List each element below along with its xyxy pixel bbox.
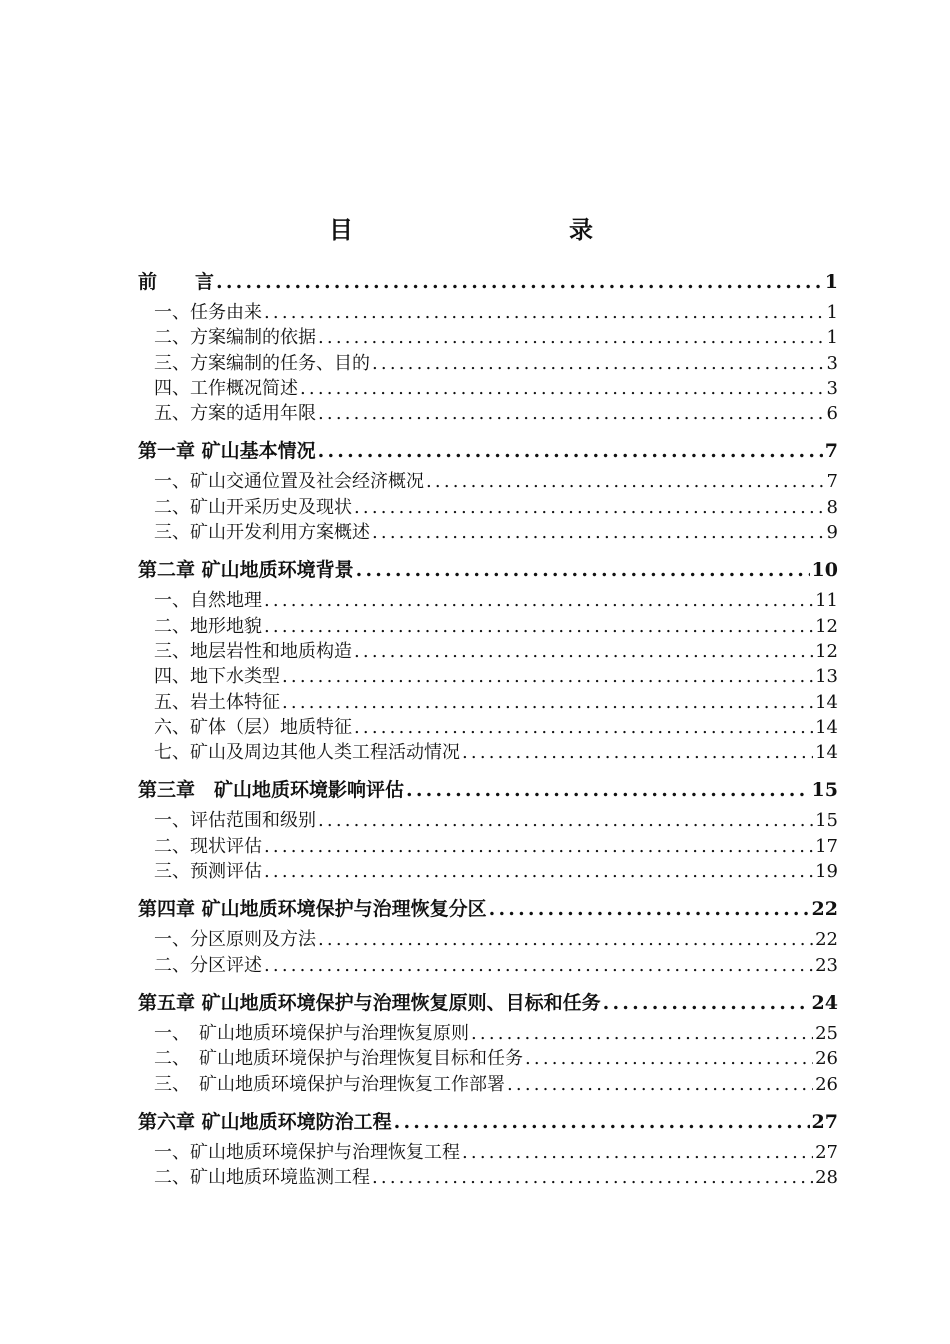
- toc-dot-leader: [462, 740, 813, 765]
- toc-section-entry[interactable]: [138, 1072, 838, 1097]
- toc-section-entry[interactable]: [138, 690, 838, 715]
- toc-entry-label: 三、预测评估: [154, 861, 262, 883]
- toc-dot-leader: [282, 664, 813, 689]
- toc-section-entry[interactable]: [138, 588, 838, 613]
- toc-page-number: 27: [811, 1110, 838, 1133]
- toc-section-entry[interactable]: [138, 715, 838, 740]
- toc-section-entry[interactable]: [138, 1046, 838, 1071]
- toc-page-number: 15: [811, 779, 838, 802]
- toc-entry-label: 一、分区原则及方法: [154, 929, 316, 951]
- toc-entry-label: 一、评估范围和级别: [154, 810, 316, 832]
- toc-section-entry[interactable]: [138, 495, 838, 520]
- toc-dot-leader: [318, 434, 823, 469]
- toc-section-entry[interactable]: [138, 740, 838, 765]
- toc-dot-leader: [372, 351, 825, 376]
- toc-dot-leader: [462, 1140, 813, 1165]
- toc-entry-label: 三、方案编制的任务、目的: [154, 352, 370, 374]
- toc-dot-leader: [489, 892, 810, 927]
- toc-dot-leader: [603, 986, 810, 1021]
- toc-entry-label: 二、 矿山地质环境保护与治理恢复目标和任务: [154, 1048, 523, 1070]
- toc-page-number: 23: [815, 954, 838, 976]
- toc-entry-label: 三、 矿山地质环境保护与治理恢复工作部署: [154, 1073, 505, 1095]
- toc-entry-label: 一、自然地理: [154, 590, 262, 612]
- toc-chapter-entry[interactable]: [138, 553, 838, 588]
- toc-section-entry[interactable]: [138, 300, 838, 325]
- toc-page-number: 19: [815, 861, 838, 883]
- toc-page-number: 24: [811, 991, 838, 1014]
- toc-entry-label: 二、矿山开采历史及现状: [154, 496, 352, 518]
- toc-section-entry[interactable]: [138, 927, 838, 952]
- toc-dot-leader: [264, 300, 825, 325]
- toc-section-entry[interactable]: [138, 664, 838, 689]
- toc-entry-label: 第六章 矿山地质环境防治工程: [138, 1110, 392, 1133]
- toc-page-number: 8: [826, 496, 838, 518]
- toc-page-number: 3: [826, 352, 838, 374]
- toc-entry-label: 二、矿山地质环境监测工程: [154, 1167, 370, 1189]
- toc-section-entry[interactable]: [138, 325, 838, 350]
- toc-page-number: 15: [815, 810, 838, 832]
- toc-section-entry[interactable]: [138, 614, 838, 639]
- toc-entry-label: 二、地形地貌: [154, 615, 262, 637]
- toc-title: 目 录: [329, 215, 649, 244]
- toc-dot-leader: [318, 325, 825, 350]
- toc-page-number: 1: [824, 271, 838, 293]
- toc-page-number: 14: [815, 716, 838, 738]
- toc-section-entry[interactable]: [138, 808, 838, 833]
- toc-page-number: 14: [815, 691, 838, 713]
- toc-entry-label: 一、 矿山地质环境保护与治理恢复原则: [154, 1022, 469, 1044]
- toc-dot-leader: [525, 1046, 813, 1071]
- toc-dot-leader: [264, 614, 813, 639]
- toc-chapter-entry[interactable]: [138, 986, 838, 1021]
- toc-entry-label: 六、矿体（层）地质特征: [154, 716, 352, 738]
- toc-page-number: 14: [815, 742, 838, 764]
- toc-dot-leader: [216, 265, 823, 300]
- toc-section-entry[interactable]: [138, 469, 838, 494]
- toc-page-number: 25: [815, 1022, 838, 1044]
- toc-section-entry[interactable]: [138, 520, 838, 545]
- toc-page-number: 1: [826, 302, 838, 323]
- toc-section-entry[interactable]: [138, 401, 838, 426]
- toc-dot-leader: [372, 1165, 813, 1190]
- toc-dot-leader: [354, 639, 813, 664]
- toc-entry-label: 一、矿山地质环境保护与治理恢复工程: [154, 1141, 460, 1163]
- toc-entry-label: 一、矿山交通位置及社会经济概况: [154, 471, 424, 493]
- toc-section-entry[interactable]: [138, 376, 838, 401]
- toc-page-number: 7: [824, 440, 838, 463]
- toc-page-number: 11: [815, 590, 838, 612]
- toc-entry-label: 第二章 矿山地质环境背景: [138, 559, 354, 582]
- toc-dot-leader: [356, 553, 810, 588]
- toc-chapter-entry[interactable]: [138, 773, 838, 808]
- toc-page-number: 22: [811, 898, 838, 921]
- toc-entry-label: 一、任务由来: [154, 302, 262, 323]
- toc-section-entry[interactable]: [138, 1165, 838, 1190]
- table-of-contents: [138, 265, 838, 1190]
- toc-page-number: 6: [826, 403, 838, 425]
- toc-page-number: 9: [826, 522, 838, 544]
- toc-page-number: 17: [815, 835, 838, 857]
- toc-section-entry[interactable]: [138, 639, 838, 664]
- toc-page-number: 22: [815, 929, 838, 951]
- toc-dot-leader: [372, 520, 825, 545]
- toc-section-entry[interactable]: [138, 1140, 838, 1165]
- toc-chapter-entry[interactable]: [138, 265, 838, 300]
- toc-page-number: 12: [815, 615, 838, 637]
- toc-dot-leader: [507, 1072, 813, 1097]
- toc-entry-label: 第四章 矿山地质环境保护与治理恢复分区: [138, 898, 487, 921]
- toc-section-entry[interactable]: [138, 1021, 838, 1046]
- toc-page-number: 13: [815, 666, 838, 688]
- toc-entry-label: 二、方案编制的依据: [154, 327, 316, 349]
- toc-dot-leader: [318, 808, 813, 833]
- toc-page-number: 27: [815, 1141, 838, 1163]
- toc-entry-label: 二、分区评述: [154, 954, 262, 976]
- toc-entry-label: 第一章 矿山基本情况: [138, 440, 316, 463]
- toc-page-number: 12: [815, 640, 838, 662]
- toc-section-entry[interactable]: [138, 953, 838, 978]
- toc-page-number: 26: [815, 1073, 838, 1095]
- toc-dot-leader: [264, 859, 813, 884]
- toc-dot-leader: [318, 927, 813, 952]
- toc-entry-label: 第五章 矿山地质环境保护与治理恢复原则、目标和任务: [138, 991, 601, 1014]
- toc-dot-leader: [318, 401, 825, 426]
- toc-section-entry[interactable]: [138, 351, 838, 376]
- toc-page-number: 28: [815, 1167, 838, 1189]
- toc-entry-label: 二、现状评估: [154, 835, 262, 857]
- toc-dot-leader: [394, 1105, 810, 1140]
- toc-dot-leader: [354, 715, 813, 740]
- toc-dot-leader: [264, 588, 813, 613]
- toc-dot-leader: [282, 690, 813, 715]
- toc-entry-label: 三、矿山开发利用方案概述: [154, 522, 370, 544]
- toc-entry-label: 第三章 矿山地质环境影响评估: [138, 779, 405, 802]
- toc-entry-label: 四、工作概况简述: [154, 377, 298, 399]
- toc-dot-leader: [471, 1021, 813, 1046]
- toc-dot-leader: [300, 376, 825, 401]
- toc-chapter-entry[interactable]: [138, 1105, 838, 1140]
- toc-page-number: 10: [811, 559, 838, 582]
- toc-entry-label: 五、岩土体特征: [154, 691, 280, 713]
- toc-entry-label: 四、地下水类型: [154, 666, 280, 688]
- toc-dot-leader: [426, 469, 825, 494]
- toc-dot-leader: [264, 953, 813, 978]
- toc-page-number: 26: [815, 1048, 838, 1070]
- toc-dot-leader: [354, 495, 825, 520]
- toc-chapter-entry[interactable]: [138, 434, 838, 469]
- toc-entry-label: 五、方案的适用年限: [154, 403, 316, 425]
- toc-section-entry[interactable]: [138, 859, 838, 884]
- toc-dot-leader: [406, 773, 810, 808]
- toc-entry-label: 前 言: [138, 271, 215, 293]
- toc-page-number: 3: [826, 377, 838, 399]
- toc-section-entry[interactable]: [138, 834, 838, 859]
- toc-page-number: 1: [826, 327, 838, 349]
- toc-page-number: 7: [826, 471, 838, 493]
- toc-entry-label: 三、地层岩性和地质构造: [154, 640, 352, 662]
- toc-dot-leader: [264, 834, 813, 859]
- toc-chapter-entry[interactable]: [138, 892, 838, 927]
- toc-entry-label: 七、矿山及周边其他人类工程活动情况: [154, 742, 460, 764]
